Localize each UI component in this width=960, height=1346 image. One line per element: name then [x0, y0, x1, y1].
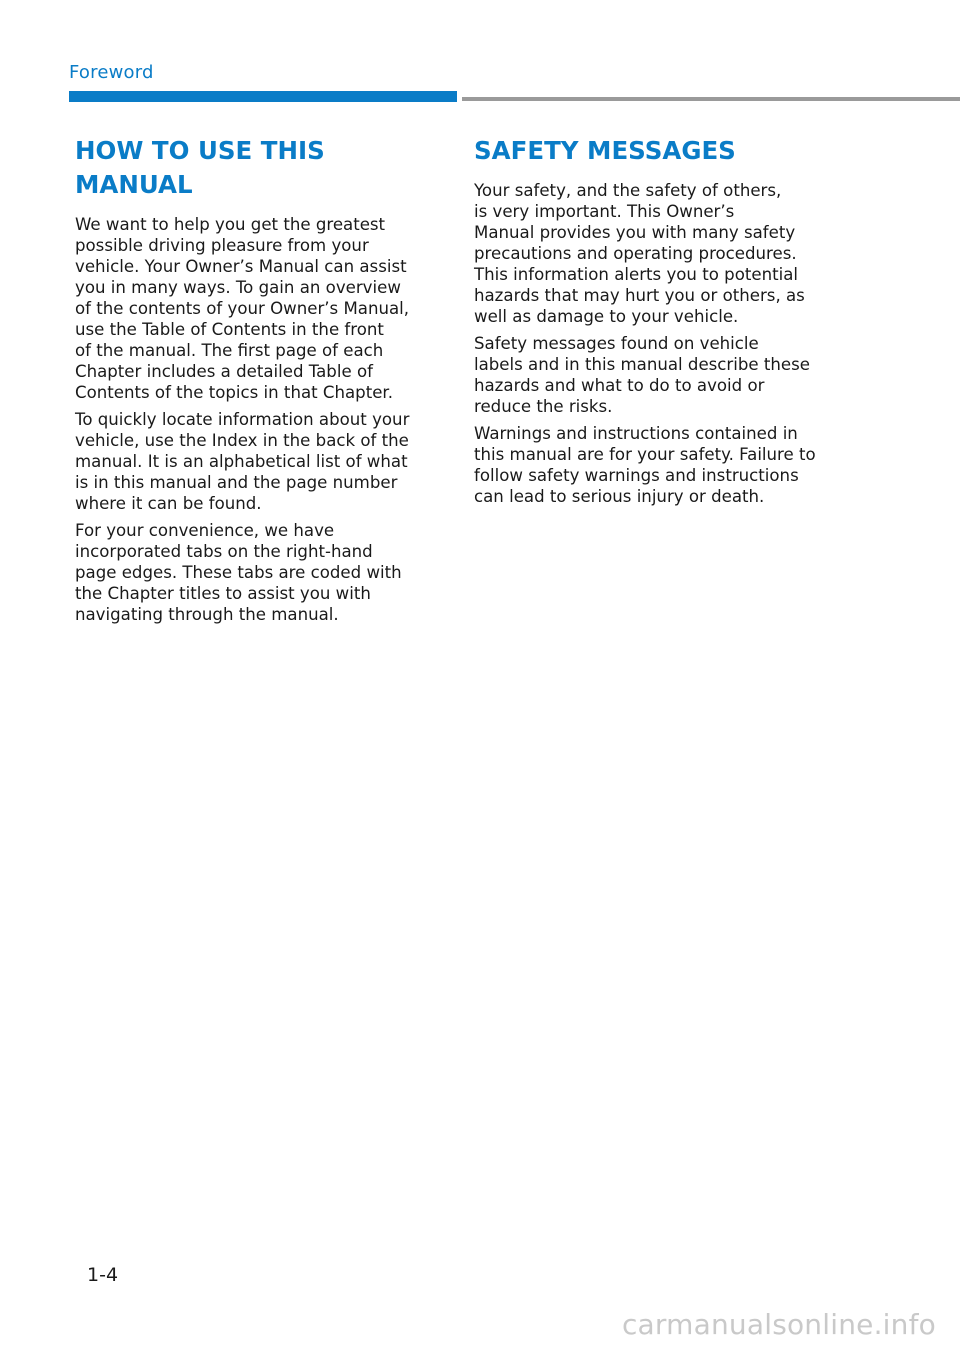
text-line: can lead to serious injury or death.	[474, 487, 765, 506]
paragraph	[474, 333, 846, 417]
text-line: incorporated tabs on the right-hand	[75, 542, 373, 561]
text-line: Manual provides you with many safety	[474, 223, 796, 242]
text-line: of the contents of your Owner’s Manual,	[75, 299, 410, 318]
text-line: Your safety, and the safety of others,	[474, 181, 782, 200]
text-line: To quickly locate information about your	[75, 410, 410, 429]
text-line: of the manual. The first page of each	[75, 341, 384, 360]
text-line: well as damage to your vehicle.	[474, 307, 739, 326]
text-line: This information alerts you to potential	[474, 265, 798, 284]
text-line: labels and in this manual describe these	[474, 355, 810, 374]
paragraph	[474, 180, 846, 327]
running-head-section-title: Foreword	[69, 62, 154, 83]
text-line: vehicle. Your Owner’s Manual can assist	[75, 257, 407, 276]
text-line: vehicle, use the Index in the back of the	[75, 431, 409, 450]
page-number: 1-4	[87, 1264, 119, 1286]
left-column	[75, 134, 447, 631]
text-line: follow safety warnings and instructions	[474, 466, 799, 485]
text-line: this manual are for your safety. Failure to	[474, 445, 816, 464]
paragraph	[75, 409, 447, 514]
text-line: precautions and operating procedures.	[474, 244, 797, 263]
section-heading-safety-messages: SAFETY MESSAGES	[474, 136, 736, 165]
text-line: Contents of the topics in that Chapter.	[75, 383, 394, 402]
text-line: is very important. This Owner’s	[474, 202, 735, 221]
header-rule-accent	[69, 91, 457, 102]
text-line: reduce the risks.	[474, 397, 613, 416]
text-line: Warnings and instructions contained in	[474, 424, 798, 443]
text-line: Chapter includes a detailed Table of	[75, 362, 373, 381]
paragraph	[75, 520, 447, 625]
text-line: navigating through the manual.	[75, 605, 339, 624]
header-rule-gray	[462, 97, 960, 101]
text-line: is in this manual and the page number	[75, 473, 398, 492]
watermark-text: carmanualsonline.info	[621, 1308, 936, 1341]
text-line: hazards that may hurt you or others, as	[474, 286, 805, 305]
text-line: where it can be found.	[75, 494, 262, 513]
paragraph	[474, 423, 846, 507]
text-line: Safety messages found on vehicle	[474, 334, 759, 353]
text-line: you in many ways. To gain an overview	[75, 278, 401, 297]
text-line: hazards and what to do to avoid or	[474, 376, 765, 395]
text-line: use the Table of Contents in the front	[75, 320, 384, 339]
text-line: possible driving pleasure from your	[75, 236, 369, 255]
right-column	[474, 134, 846, 513]
section-heading-how-to-use: HOW TO USE THIS MANUAL	[75, 136, 325, 199]
text-line: the Chapter titles to assist you with	[75, 584, 371, 603]
text-line: manual. It is an alphabetical list of what	[75, 452, 408, 471]
text-line: We want to help you get the greatest	[75, 215, 386, 234]
text-line: page edges. These tabs are coded with	[75, 563, 402, 582]
paragraph	[75, 214, 447, 403]
text-line: For your convenience, we have	[75, 521, 335, 540]
